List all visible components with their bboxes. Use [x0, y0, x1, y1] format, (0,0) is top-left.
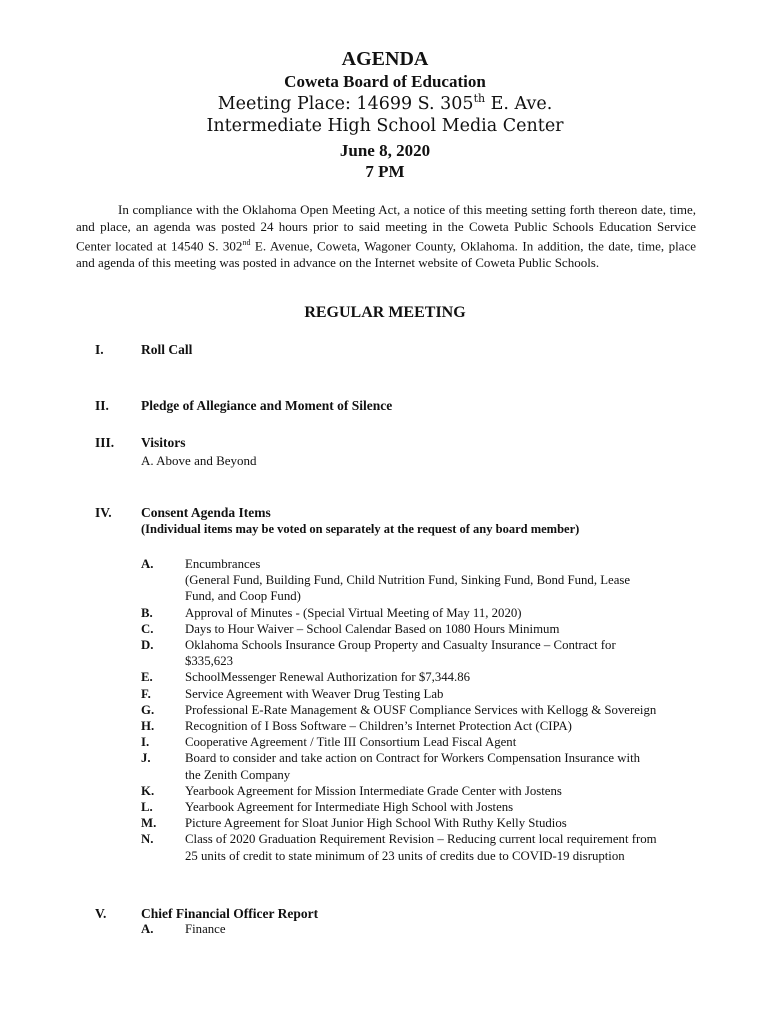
- sub-item-letter: A.: [141, 922, 154, 936]
- consent-item-letter: F.: [141, 686, 151, 701]
- consent-item-letter: [141, 572, 185, 588]
- item-number: V.: [95, 906, 107, 921]
- consent-list-item: [141, 831, 701, 847]
- consent-item-letter: B.: [141, 605, 153, 620]
- consent-item-text: (General Fund, Building Fund, Child Nutrition Fund, Sinking Fund, Bond Fund, Lease: [185, 573, 631, 588]
- item-note: (Individual items may be voted on separately at the request of any board member): [141, 522, 580, 536]
- consent-item-letter: N.: [141, 832, 154, 847]
- consent-agenda-list: [141, 556, 701, 864]
- consent-item-text: Oklahoma Schools Insurance Group Property and Casualty Insurance – Contract for: [185, 638, 616, 653]
- consent-list-item: [141, 572, 701, 588]
- consent-item-letter: L.: [141, 800, 153, 815]
- consent-item-letter: A.: [141, 557, 154, 571]
- consent-list-item: [141, 767, 701, 783]
- consent-item-letter: [141, 848, 185, 864]
- consent-item-text: Picture Agreement for Sloat Junior High School With Ruthy Kelly Studios: [185, 816, 567, 831]
- consent-item-text: Fund, and Coop Fund): [185, 589, 301, 604]
- consent-list-item: [141, 588, 701, 604]
- board-name: Coweta Board of Education: [284, 72, 486, 91]
- consent-item-text: Recognition of I Boss Software – Children’s Internet Protection Act (CIPA): [185, 719, 572, 734]
- consent-item-letter: [141, 588, 185, 604]
- consent-list-item: [141, 637, 701, 653]
- meeting-place-suffix: E. Ave.: [485, 93, 553, 114]
- consent-item-letter: M.: [141, 816, 157, 831]
- notice-sup: nd: [242, 238, 251, 247]
- consent-item-letter: J.: [141, 751, 151, 766]
- item-number: IV.: [95, 505, 112, 520]
- consent-item-text: Class of 2020 Graduation Requirement Revision – Reducing current local requirement from: [185, 832, 657, 847]
- item-title: Chief Financial Officer Report: [141, 906, 319, 921]
- meeting-date: June 8, 2020: [339, 141, 431, 160]
- consent-item-letter: H.: [141, 719, 155, 734]
- finance-sub-item: [141, 922, 226, 937]
- consent-list-item: [141, 718, 701, 734]
- consent-item-text: Cooperative Agreement / Title III Consortium Lead Fiscal Agent: [185, 735, 517, 750]
- meeting-place: [0, 92, 770, 114]
- notice-part1: In compliance with the Oklahoma Open Meeting Act, a notice of this meeting setting forth thereon date, time, and place, an agenda was posted 24 hours prior to said meeting in the Coweta Public Schools Education Service Center located at 14540 S. 302: [76, 202, 696, 254]
- consent-item-text: Board to consider and take action on Contract for Workers Compensation Insurance with: [185, 751, 641, 766]
- consent-item-text: SchoolMessenger Renewal Authorization for $7,344.86: [185, 670, 471, 685]
- section-title: REGULAR MEETING: [304, 304, 466, 321]
- consent-list-item: [141, 750, 701, 766]
- notice-part2: E. Avenue, Coweta, Wagoner County, Oklahoma. In addition, the date, time, place and agenda of this meeting was posted in advance on the Internet website of Coweta Public Schools.: [76, 238, 696, 270]
- consent-list-item: [141, 653, 701, 669]
- compliance-notice: [76, 202, 696, 271]
- consent-list-item: [141, 702, 701, 718]
- consent-list-item: [141, 799, 701, 815]
- agenda-title: AGENDA: [341, 48, 429, 70]
- consent-item-text: Encumbrances: [185, 557, 261, 571]
- consent-item-text: Yearbook Agreement for Mission Intermediate Grade Center with Jostens: [185, 783, 562, 798]
- item-title: Visitors: [141, 435, 186, 450]
- consent-item-text: Professional E-Rate Management & OUSF Compliance Services with Kellogg & Sovereign: [185, 702, 657, 717]
- consent-list-item: [141, 556, 701, 572]
- item-title: Consent Agenda Items: [141, 505, 271, 520]
- consent-list-item: [141, 686, 701, 702]
- consent-item-text: Service Agreement with Weaver Drug Testing Lab: [185, 686, 444, 701]
- consent-item-letter: I.: [141, 735, 150, 750]
- consent-item-text: 25 units of credit to state minimum of 23 units of credits due to COVID-19 disruption: [185, 848, 625, 863]
- item-number: II.: [95, 398, 109, 413]
- consent-item-letter: D.: [141, 638, 154, 653]
- consent-item-text: Days to Hour Waiver – School Calendar Based on 1080 Hours Minimum: [185, 621, 560, 636]
- item-title: Roll Call: [141, 342, 193, 357]
- consent-list-item: [141, 605, 701, 621]
- meeting-school: Intermediate High School Media Center: [206, 116, 564, 136]
- consent-item-letter: [141, 767, 185, 783]
- consent-item-letter: [141, 653, 185, 669]
- item-title: Pledge of Allegiance and Moment of Silence: [141, 398, 393, 413]
- visitors-sub-item: A. Above and Beyond: [141, 453, 257, 468]
- consent-item-letter: C.: [141, 621, 154, 636]
- consent-list-item: [141, 621, 701, 637]
- consent-list-item: [141, 669, 701, 685]
- consent-item-text: the Zenith Company: [185, 767, 291, 782]
- consent-item-text: Approval of Minutes - (Special Virtual Meeting of May 11, 2020): [185, 605, 522, 620]
- consent-list-item: [141, 783, 701, 799]
- consent-item-text: Yearbook Agreement for Intermediate High School with Jostens: [185, 800, 514, 815]
- consent-list-item: [141, 848, 701, 864]
- meeting-place-prefix: Meeting Place: 14699 S. 305: [217, 93, 474, 114]
- consent-item-letter: G.: [141, 702, 155, 717]
- meeting-place-sup: th: [473, 92, 486, 105]
- item-number: III.: [95, 435, 115, 450]
- consent-item-letter: E.: [141, 670, 153, 685]
- consent-list-item: [141, 815, 701, 831]
- sub-item-text: Finance: [185, 922, 226, 936]
- consent-item-letter: K.: [141, 783, 155, 798]
- consent-list-item: [141, 734, 701, 750]
- meeting-time: 7 PM: [365, 162, 405, 181]
- item-number: I.: [95, 342, 104, 357]
- consent-item-text: $335,623: [185, 654, 233, 669]
